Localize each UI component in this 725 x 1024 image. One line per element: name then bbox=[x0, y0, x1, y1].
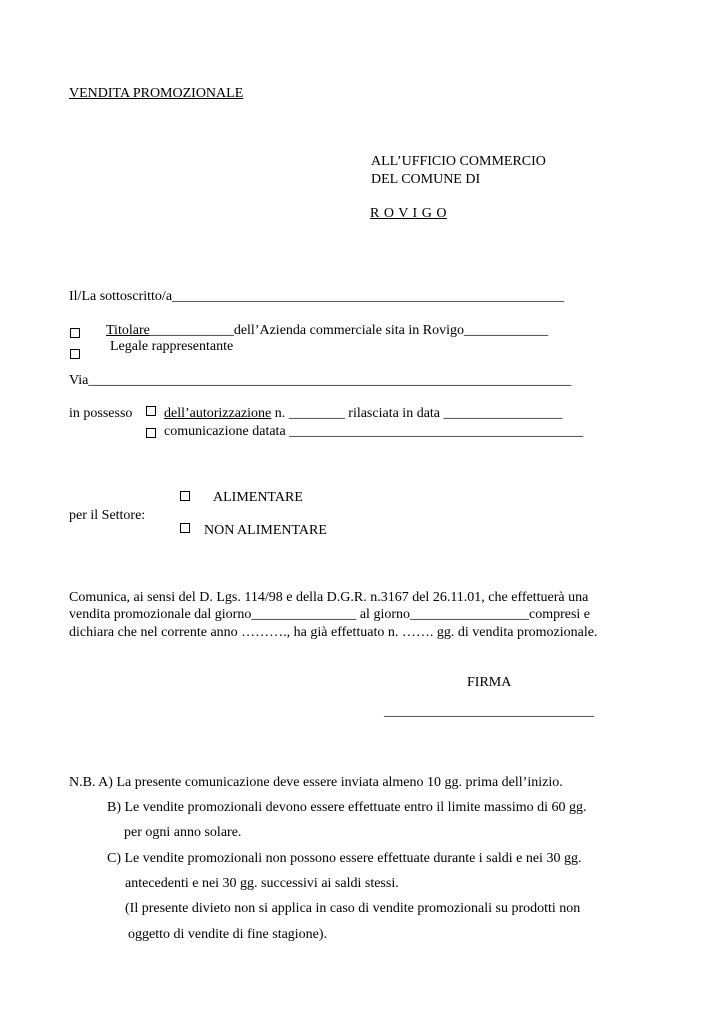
signature-line[interactable]: ______________________________ bbox=[384, 704, 594, 719]
comunicazione-label: comunicazione datata bbox=[164, 424, 286, 439]
note-b-line-2: per ogni anno solare. bbox=[124, 825, 242, 840]
declaration-line-3: dichiara che nel corrente anno ………., ha già effettuato n. ……. gg. di vendita promozionale. bbox=[69, 625, 598, 640]
sector-label: per il Settore: bbox=[69, 508, 146, 523]
autorizzazione-number-date: n. ________ rilasciata in data _________________ bbox=[274, 406, 563, 421]
titolare-label: Titolare bbox=[106, 323, 150, 338]
azienda-label: dell’Azienda commerciale sita in Rovigo bbox=[233, 323, 464, 338]
checkbox-titolare[interactable] bbox=[70, 328, 80, 338]
legale-rappresentante-label: Legale rappresentante bbox=[110, 339, 234, 354]
signatory-label: Il/La sottoscritto/a bbox=[69, 289, 173, 304]
titolare-line bbox=[106, 323, 548, 339]
comunicazione-line bbox=[164, 424, 583, 440]
autorizzazione-label: dell’autorizzazione bbox=[164, 406, 272, 421]
azienda-blank: ____________ bbox=[463, 323, 548, 338]
note-c-line-1: C) Le vendite promozionali non possono essere effettuate durante i saldi e nei 30 gg. bbox=[107, 851, 582, 866]
declaration-line-2: vendita promozionale dal giorno_______________ al giorno_________________compresi e bbox=[69, 607, 591, 622]
checkbox-autorizzazione[interactable] bbox=[146, 406, 156, 416]
recipient-comune: DEL COMUNE DI bbox=[371, 172, 481, 187]
note-c-line-4: oggetto di vendite di fine stagione). bbox=[128, 927, 328, 942]
signatory-blank: ________________________________________________________ bbox=[172, 289, 565, 304]
address-blank: _____________________________________________________________________ bbox=[88, 373, 572, 388]
checkbox-alimentare[interactable] bbox=[180, 491, 190, 501]
non-alimentare-label: NON ALIMENTARE bbox=[204, 523, 327, 538]
titolare-blank: ____________ bbox=[149, 323, 234, 338]
address-field[interactable] bbox=[69, 373, 571, 389]
note-a: N.B. A) La presente comunicazione deve essere inviata almeno 10 gg. prima dell’inizio. bbox=[69, 775, 563, 790]
note-c-line-2: antecedenti e nei 30 gg. successivi ai saldi stessi. bbox=[125, 876, 399, 891]
address-label: Via bbox=[69, 373, 89, 388]
note-b-line-1: B) Le vendite promozionali devono essere effettuate entro il limite massimo di 60 gg. bbox=[107, 800, 587, 815]
document-title: VENDITA PROMOZIONALE bbox=[69, 86, 244, 101]
alimentare-label: ALIMENTARE bbox=[213, 490, 303, 505]
signature-label: FIRMA bbox=[467, 675, 512, 690]
recipient-city: R O V I G O bbox=[370, 206, 447, 221]
checkbox-non-alimentare[interactable] bbox=[180, 523, 190, 533]
checkbox-comunicazione[interactable] bbox=[146, 428, 156, 438]
recipient-office: ALL’UFFICIO COMMERCIO bbox=[371, 154, 546, 169]
note-c-line-3: (Il presente divieto non si applica in caso di vendite promozionali su prodotti non bbox=[125, 901, 581, 916]
autorizzazione-line bbox=[164, 406, 563, 422]
checkbox-legale-rappresentante[interactable] bbox=[70, 349, 80, 359]
comunicazione-blank: __________________________________________ bbox=[289, 424, 584, 439]
signatory-field[interactable] bbox=[69, 289, 564, 305]
declaration-line-1: Comunica, ai sensi del D. Lgs. 114/98 e della D.G.R. n.3167 del 26.11.01, che effettuerà una bbox=[69, 590, 589, 605]
possession-label: in possesso bbox=[69, 406, 133, 421]
